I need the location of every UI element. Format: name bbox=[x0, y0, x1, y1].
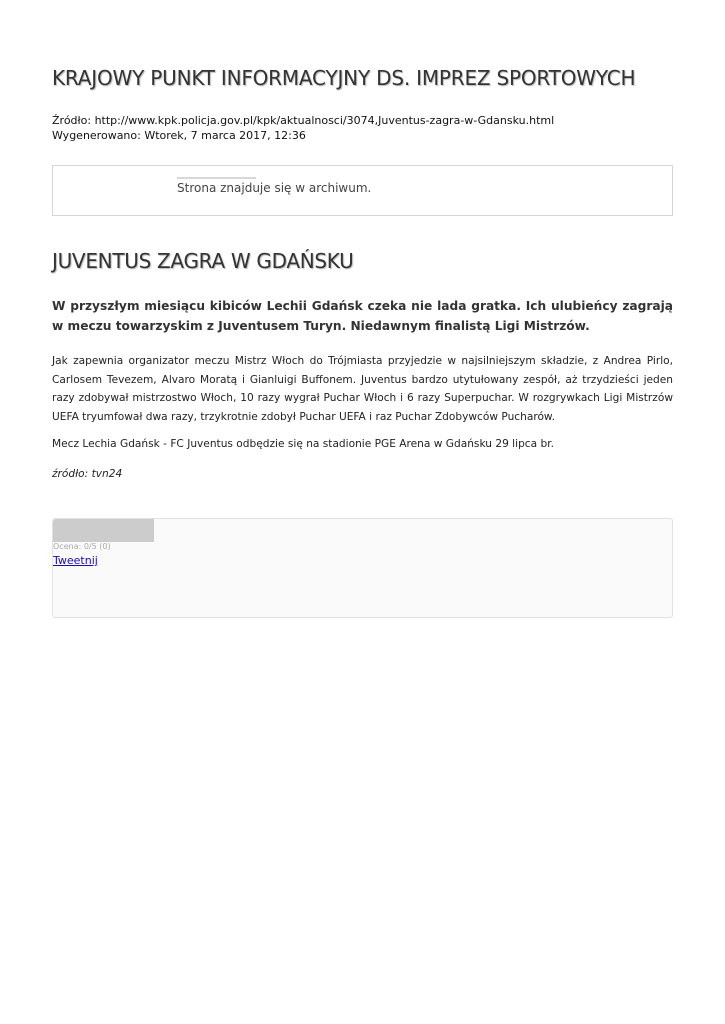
archive-divider bbox=[177, 177, 256, 179]
archive-notice: Strona znajduje się w archiwum. bbox=[177, 181, 372, 195]
article-paragraph-1: Jak zapewnia organizator meczu Mistrz Włoch do Trójmiasta przyjedzie w najsilniejszym składzie, z Andrea Pirlo, Carlosem Tevezem, Alvaro Moratą i Gianluigi Buffonem. Juventus bardzo utytułowany zespół, aż trzydzieści jeden razy zdobywał mistrzostwo Włoch, 10 razy wygrał Puchar Włoch i 6 razy Superpuchar. W rozgrywkach Ligi Mistrzów UEFA tryumfował dwa razy, trzykrotnie zdobył Puchar UEFA i raz Puchar Zdobywców Pucharów. bbox=[52, 355, 673, 423]
article-lead: W przyszłym miesiącu kibiców Lechii Gdańsk czeka nie lada gratka. Ich ulubieńcy zagrają w meczu towarzyskim z Juventusem Turyn. Niedawnym finalistą Ligi Mistrzów. bbox=[52, 299, 673, 333]
archive-notice-box bbox=[52, 165, 673, 216]
generated-date-line: Wygenerowano: Wtorek, 7 marca 2017, 12:36 bbox=[52, 128, 306, 142]
article-paragraph-2: Mecz Lechia Gdańsk - FC Juventus odbędzie się na stadionie PGE Arena w Gdańsku 29 lipca br. bbox=[52, 438, 554, 450]
site-title: KRAJOWY PUNKT INFORMACYJNY DS. IMPREZ SPORTOWYCH bbox=[52, 66, 636, 90]
rating-text: Ocena: 0/5 (0) bbox=[53, 542, 111, 551]
rating-stars-widget[interactable] bbox=[53, 519, 154, 542]
rating-box bbox=[52, 518, 673, 618]
tweet-link[interactable]: Tweetnij bbox=[53, 554, 98, 567]
article-source: źródło: tvn24 bbox=[52, 468, 123, 480]
document-meta bbox=[52, 114, 554, 143]
source-url-line: Źródło: http://www.kpk.policja.gov.pl/kpk/aktualnosci/3074,Juventus-zagra-w-Gdansku.html bbox=[52, 114, 555, 127]
article-title: JUVENTUS ZAGRA W GDAŃSKU bbox=[52, 249, 354, 273]
